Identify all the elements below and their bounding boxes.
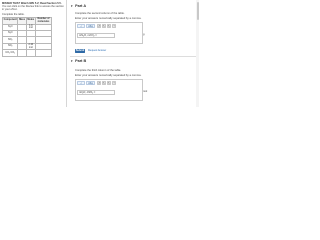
table-cell: 2.10 mol bbox=[26, 43, 35, 50]
col-header-molecules: Number of molecules bbox=[36, 18, 52, 25]
reset-icon[interactable]: ↻ bbox=[108, 82, 111, 85]
symbols-button[interactable]: AΣφ bbox=[86, 81, 95, 85]
part-b-unit: mol bbox=[143, 90, 148, 93]
table-row bbox=[3, 50, 52, 56]
table-cell: 1.0 mol bbox=[26, 24, 35, 31]
col-header-component: Component bbox=[3, 18, 18, 25]
template-button[interactable]: √ bbox=[77, 24, 85, 28]
part-b-header[interactable] bbox=[71, 59, 86, 63]
request-answer-link[interactable]: Request Answer bbox=[88, 49, 107, 52]
symbols-button[interactable]: AΣφ bbox=[86, 24, 95, 28]
table-cell: NO₂ bbox=[3, 43, 18, 50]
data-table bbox=[2, 17, 52, 57]
part-b-title: Part B bbox=[75, 59, 87, 63]
table-cell bbox=[36, 50, 52, 56]
table-cell: NO₂ bbox=[3, 37, 18, 43]
table-cell: N₂O bbox=[3, 24, 18, 31]
undo-icon[interactable]: ↺ bbox=[98, 25, 101, 28]
template-button[interactable]: √ bbox=[77, 81, 85, 85]
part-a-header[interactable] bbox=[71, 4, 86, 8]
redo-icon[interactable]: ↻ bbox=[103, 82, 106, 85]
part-a-title: Part A bbox=[75, 4, 87, 8]
collapse-caret-icon[interactable]: ▾ bbox=[71, 4, 73, 8]
review-hint: You can click on the Review link to access the section in your eText. bbox=[2, 5, 64, 12]
table-cell bbox=[18, 43, 26, 50]
table-cell: N₂O bbox=[3, 31, 18, 37]
table-cell bbox=[18, 24, 26, 31]
collapse-caret-icon[interactable]: ▾ bbox=[71, 59, 73, 63]
part-b-answer-box bbox=[75, 79, 143, 101]
table-cell bbox=[18, 50, 26, 56]
part-a-answer-input[interactable]: mN₂O, mCO₂ = bbox=[77, 33, 115, 38]
part-b-instruction: Complete the third column of the table. bbox=[75, 69, 122, 72]
part-a-instruction: Complete the second column of the table. bbox=[75, 12, 125, 15]
reset-icon[interactable]: ↻ bbox=[108, 25, 111, 28]
table-cell: CO₂ CO₂ bbox=[3, 50, 18, 56]
answer-pane bbox=[67, 0, 200, 107]
col-header-moles: Moles bbox=[26, 18, 35, 25]
problem-intro bbox=[2, 2, 64, 12]
table-header-row bbox=[3, 18, 52, 25]
table-cell bbox=[36, 24, 52, 31]
table-caption: Complete the table. bbox=[2, 13, 25, 16]
redo-icon[interactable]: ↻ bbox=[103, 25, 106, 28]
table-cell bbox=[36, 43, 52, 50]
table-row bbox=[3, 24, 52, 31]
col-header-mass: Mass bbox=[18, 18, 26, 25]
help-icon[interactable]: ? bbox=[113, 82, 115, 85]
section-divider bbox=[70, 56, 199, 57]
table-row bbox=[3, 43, 52, 50]
part-a-answer-box bbox=[75, 22, 143, 44]
part-a-unit: g bbox=[143, 33, 145, 36]
submit-button[interactable]: Submit bbox=[75, 49, 85, 52]
part-b-answer-input[interactable]: nN₂O, nNO₂ = bbox=[77, 90, 115, 95]
missed-this-heading: MISSED THIS? Watch IWE 5.2; Read Section 5.5. bbox=[2, 2, 62, 5]
help-icon[interactable]: ? bbox=[113, 25, 115, 28]
undo-icon[interactable]: ↺ bbox=[98, 82, 101, 85]
scrollbar-thumb[interactable] bbox=[197, 2, 199, 20]
part-a-sub-instruction: Enter your answers numerically separated by a comma. bbox=[75, 17, 142, 20]
table-cell bbox=[26, 50, 35, 56]
problem-pane bbox=[0, 0, 66, 107]
part-b-sub-instruction: Enter your answers numerically separated by a comma. bbox=[75, 74, 142, 77]
